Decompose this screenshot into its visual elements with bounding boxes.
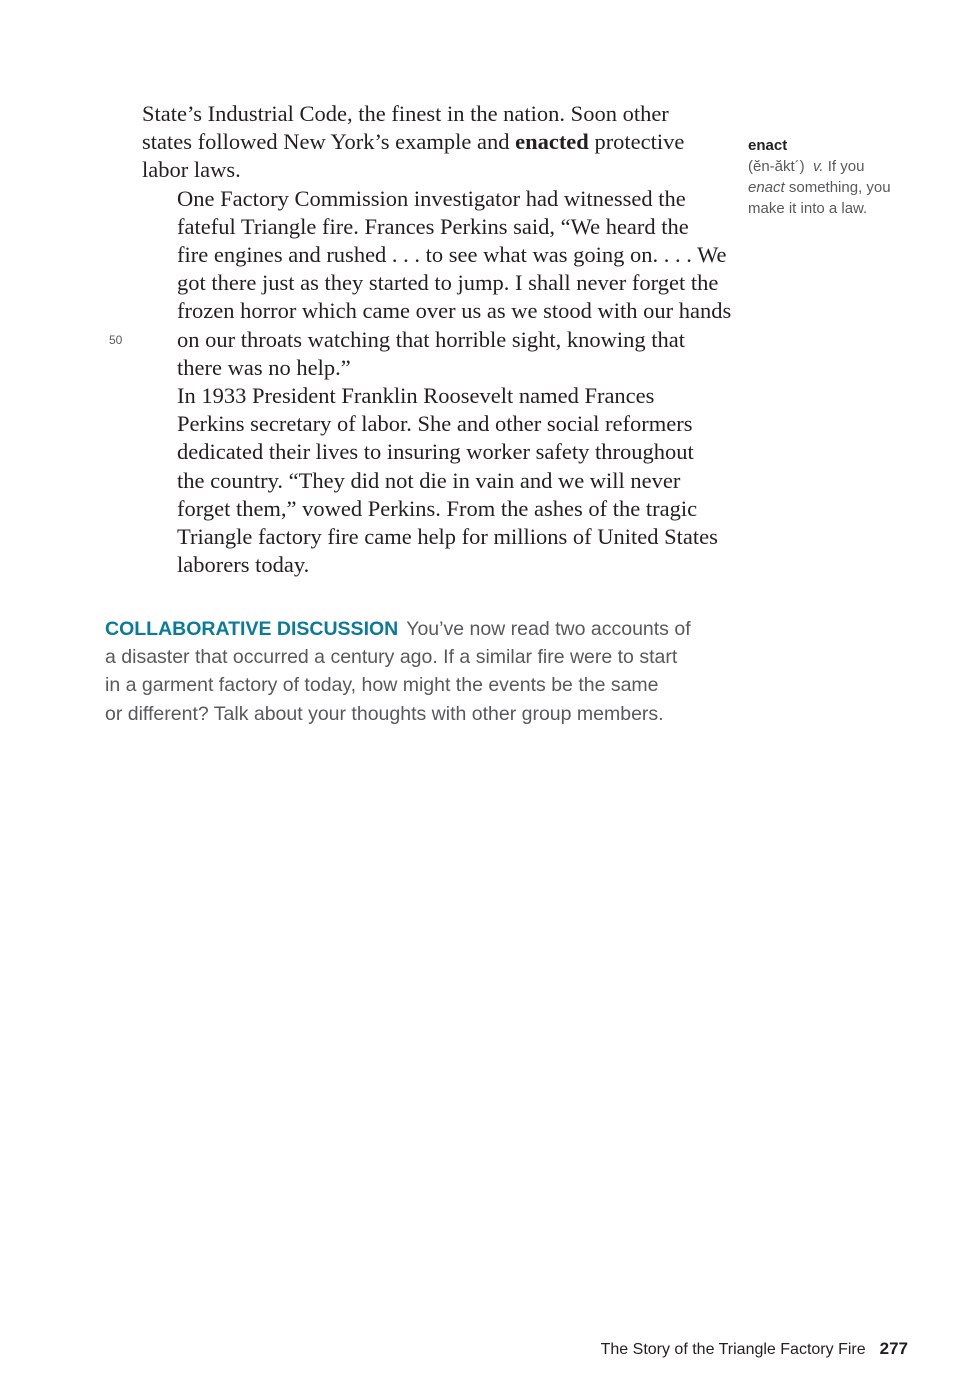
text-line: frozen horror which came over us as we stood with our hands	[177, 298, 732, 324]
collab-line: in a garment factory of today, how might the events be the same	[105, 674, 659, 697]
collab-text: You’ve now read two accounts of	[406, 618, 691, 640]
vocab-part-of-speech: v.	[813, 158, 824, 175]
collab-line: or different? Talk about your thoughts with other group members.	[105, 702, 664, 725]
collab-line: a disaster that occurred a century ago. If a similar fire were to start	[105, 646, 678, 669]
vocab-line	[748, 177, 948, 198]
vocab-highlight-word: enacted	[515, 129, 589, 155]
text-line: got there just as they started to jump. I shall never forget the	[177, 270, 719, 296]
page-footer	[601, 1339, 908, 1359]
text-line: Triangle factory fire came help for millions of United States	[177, 524, 718, 550]
collaborative-discussion	[105, 615, 745, 728]
line-number: 50	[109, 333, 123, 347]
vocab-definition: If you	[827, 158, 865, 175]
text-line: labor laws.	[142, 157, 241, 183]
page-number: 277	[879, 1339, 908, 1358]
text-line: fire engines and rushed . . . to see what was going on. . . . We	[177, 242, 727, 268]
paragraph-3	[142, 382, 722, 579]
paragraph-2	[142, 185, 732, 382]
vocab-definition: something, you	[784, 179, 891, 196]
text-line: State’s Industrial Code, the finest in the nation. Soon other	[142, 101, 669, 126]
main-text	[142, 100, 732, 579]
footer-title: The Story of the Triangle Factory Fire	[600, 1341, 866, 1358]
text-line	[142, 128, 722, 156]
text-line: there was no help.”	[177, 354, 351, 380]
text-line: Perkins secretary of labor. She and other social reformers	[177, 411, 693, 437]
text-line: dedicated their lives to insuring worker safety throughout	[177, 439, 694, 465]
text-line: laborers today.	[177, 552, 310, 578]
collab-heading: COLLABORATIVE DISCUSSION	[105, 618, 399, 640]
vocab-line	[748, 156, 948, 177]
text-line: One Factory Commission investigator had witnessed the	[177, 185, 686, 211]
vocab-pronunciation: (ĕn-ăkt´)	[748, 158, 805, 175]
text-fragment: states followed New York’s example and	[142, 129, 516, 155]
text-line: on our throats watching that horrible sight, knowing that	[177, 326, 686, 352]
vocab-sidebar	[748, 135, 948, 219]
vocab-definition-italic: enact	[748, 179, 785, 196]
vocab-definition: make it into a law.	[748, 200, 868, 217]
text-line: the country. “They did not die in vain and we will never	[177, 467, 681, 493]
text-line: In 1933 President Franklin Roosevelt named Frances	[177, 383, 655, 409]
paragraph-1	[142, 100, 722, 185]
collab-line	[105, 615, 745, 643]
text-fragment: protective	[588, 129, 685, 155]
text-line: forget them,” vowed Perkins. From the ashes of the tragic	[177, 495, 698, 521]
vocab-term: enact	[748, 137, 788, 154]
text-line: fateful Triangle fire. Frances Perkins said, “We heard the	[177, 213, 689, 239]
